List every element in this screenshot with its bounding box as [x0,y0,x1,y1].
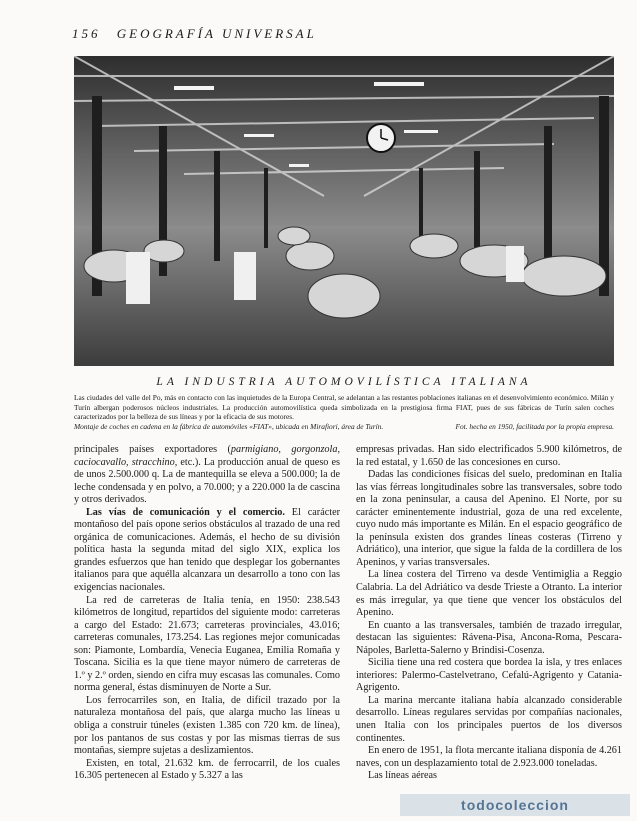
paragraph: La red de carreteras de Italia tenía, en 1950: 238.543 kilómetros de longitud, repartidos del siguiente modo: carreteras a cargo del Estado: 21.673; carreteras provinciales, 43.016; carreteras comunales, 173.254. Las regiones mejor comunicadas son: Piamonte, Lombardía, Venecia Euganea, Emilia Romaña y Toscana. Sicilia es la que tiene mayor número de carreteras de 1.º y 2.º orden, siendo en cifra muy escasas las comunales. Como norma general, éstas disminuyen de Norte a Sur. [74,594,340,694]
cheese-names: parmigiano, gorgonzola, caciocavallo, stracchino [74,444,340,468]
running-head [72,26,612,42]
photo-credit: Fot. hecha en 1950, facilitada por la propia empresa. [455,421,614,431]
text-run: El carácter montañoso del país opone serios obstáculos al trazado de una red orgánica de comunicaciones. Además, el hecho de su división política hasta la segunda mitad del siglo XIX, explica los grandes esfuerzos que han tenido que desplegar los gobernantes italianos para que aquélla alcanzara un desarrollo a tono con las exigencias nacionales. [74,506,340,594]
wall-clock [367,124,395,152]
paragraph: La línea costera del Tirreno va desde Ventimiglia a Reggio Calabria. La del Adriático va desde Trieste a Otranto. La interior es más irregular, ya que tiene que vencer los obstáculos del Apenino. [356,569,622,619]
paragraph [74,507,340,595]
paragraph: Los ferrocarriles son, en Italia, de difícil trazado por la naturaleza montañosa del país, que alarga mucho las líneas u obliga a construir túneles (existen 1.385 con 720 km. de línea), por los pantanos de sus costas y por las mismas tierras de sus montañas, siempre sujetas a deslizamientos. [74,694,340,757]
page-number: 156 [72,26,101,41]
paragraph: Sicilia tiene una red costera que bordea la isla, y tres enlaces interiores: Palermo-Castelvetrano, Cefalú-Agrigento y Catania-Agrigento. [356,657,622,694]
left-column [74,444,340,783]
right-column [356,444,622,783]
paragraph: Dadas las condiciones físicas del suelo, predominan en Italia las vías férreas longitudinales sobre las transversales, sobre todo en la zona peninsular, a causa del Apenino. El Norte, por su carácter eminentemente industrial, goza de una red excelente, cuyo nudo más importante es Milán. En el espacio geográfico de la península existen dos grandes líneas costeras (Tirreno y Adriático), una interior, que sigue la falda de la cordillera de los Apeninos, y varias transversales. [356,469,622,568]
caption-sub-text: Montaje de coches en cadena en la fábrica de automóviles «FIAT», ubicada en Mirafiori, área de Turín. [74,421,384,431]
text-run: principales países exportadores ( [74,444,231,455]
paragraph: En enero de 1951, la flota mercante italiana disponía de 4.261 naves, con un desplazamiento total de 2.923.000 toneladas. [356,745,622,769]
watermark-logo: todocoleccion [400,794,630,816]
paragraph: En cuanto a las transversales, también de trazado irregular, destacan las siguientes: Rávena-Pisa, Ancona-Roma, Pescara-Nápoles, Barletta-Salerno y Brindisi-Cosenza. [356,619,622,656]
paragraph: empresas privadas. Han sido electrificados 5.900 kilómetros, de la red estatal, y 1.650 de las concesiones en curso. [356,444,622,468]
paragraph: La marina mercante italiana había alcanzado considerable desarrollo. Líneas regulares servidas por compañías nacionales, unen Italia con los principales puertos de los diversos continentes. [356,694,622,744]
running-title: GEOGRAFÍA UNIVERSAL [116,26,317,41]
ceiling [74,56,614,226]
factory-photo [74,56,614,366]
text-run: , etc.). La producción anual de queso es de unos 2.500.000 q. La de mantequilla se eleva a 500.000; la de leche condensada y en polvo, a 70.000; y a 220.000 la de cascina y otros derivados. [74,456,340,506]
paragraph: Las líneas aéreas [368,770,438,782]
assembly-line-image [74,56,614,366]
caption-main: Las ciudades del valle del Po, más en contacto con las inquietudes de la Europa Central, se adelantan a las restantes poblaciones italianas en el desenvolvimiento económico. Milán y Turín albergan poderosos núcleos industriales. La producción automovilística queda simbolizada en la prestigiosa firma FIAT, pues de sus fábricas de Turín salen coches caracterizados por la belleza de sus líneas y por la eficacia de sus motores. [74,393,614,422]
paragraph [74,444,340,507]
figure-caption [74,393,614,431]
paragraph: Existen, en total, 21.632 km. de ferrocarril, de los cuales 16.305 pertenecen al Estado y 5.327 a las [74,757,340,782]
caption-sub [74,422,614,432]
section-heading: Las vías de comunicación y el comercio. [86,506,285,518]
plate-title: LA INDUSTRIA AUTOMOVILÍSTICA ITALIANA [156,376,532,388]
